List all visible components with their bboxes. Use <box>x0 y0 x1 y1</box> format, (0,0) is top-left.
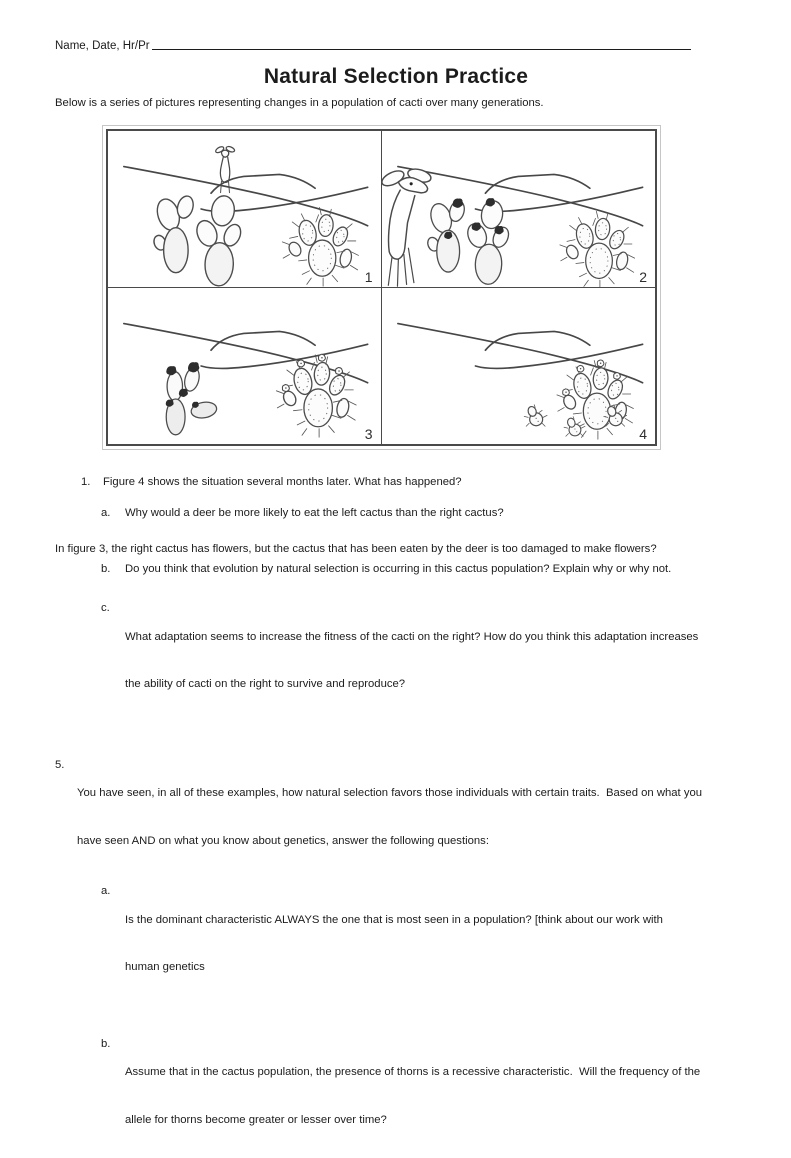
deer-icon <box>382 167 432 287</box>
question-1-text: Figure 4 shows the situation several months later. What has happened? <box>103 476 462 488</box>
question-5b-text-line-1: Assume that in the cactus population, the presence of thorns is a recessive characteristic. Will the frequency of the <box>125 1066 701 1079</box>
question-5a-number: a. <box>101 885 111 898</box>
question-1b-text: Do you think that evolution by natural selection is occurring in this cactus population? Explain why or why not. <box>125 563 672 576</box>
question-1c <box>101 599 737 723</box>
question-5a-text-line-1: Is the dominant characteristic ALWAYS the one that is most seen in a population? [think about our work with <box>125 913 663 926</box>
figure-grid <box>106 129 657 446</box>
panel-number: 2 <box>639 269 647 285</box>
thorny-cactus-icon <box>282 208 358 287</box>
flowering-thorny-cactus-icon <box>556 360 633 439</box>
question-1a-number: a. <box>101 507 111 520</box>
question-1a <box>101 506 737 520</box>
name-date-label: Name, Date, Hr/Pr <box>55 40 150 52</box>
figure-grid-frame <box>102 125 661 450</box>
hills-icon <box>124 324 368 383</box>
question-5b <box>101 1035 737 1158</box>
question-1 <box>81 475 737 489</box>
question-5b-number: b. <box>101 1037 111 1050</box>
baby-cactus-icon <box>524 405 547 427</box>
damaged-cactus-icon <box>166 362 218 435</box>
panel-number: 1 <box>364 269 373 285</box>
figure-panel-3-illustration <box>108 288 381 444</box>
figure-panel-2 <box>382 131 656 288</box>
page-title: Natural Selection Practice <box>263 65 529 88</box>
question-5 <box>55 756 737 880</box>
question-5b-text-line-2: allele for thorns become greater or lesser over time? <box>125 1113 387 1126</box>
flowering-thorny-cactus-icon <box>276 354 356 437</box>
question-5-text-line-2: have seen AND on what you know about genetics, answer the following questions: <box>77 834 489 847</box>
question-5-number: 5. <box>55 758 65 771</box>
figure-panel-1-illustration <box>108 131 381 287</box>
panel-number: 3 <box>364 426 373 442</box>
question-1-number: 1. <box>81 476 91 488</box>
question-1c-text-line-2: the ability of cacti on the right to survive and reproduce? <box>125 678 406 691</box>
smooth-cactus-icon <box>152 194 244 286</box>
figure-panel-2-illustration <box>382 131 656 287</box>
figure-panel-4-illustration <box>382 288 656 444</box>
name-blank-line <box>152 47 691 50</box>
panel-number: 4 <box>639 426 647 442</box>
question-1b <box>101 562 737 576</box>
figure-3-note: In figure 3, the right cactus has flowers, but the cactus that has been eaten by the deer is too damaged to make flowers? <box>55 543 657 556</box>
question-1a-text: Why would a deer be more likely to eat the left cactus than the right cactus? <box>125 507 504 520</box>
question-5a <box>101 882 737 1006</box>
thorny-cactus-icon <box>559 211 634 287</box>
name-date-row <box>55 40 691 52</box>
figure-panel-1 <box>108 131 382 288</box>
baby-cactus-icon <box>564 416 585 436</box>
question-1c-text-line-1: What adaptation seems to increase the fitness of the cacti on the right? How do you think this adaptation increases <box>125 630 699 643</box>
intro-text: Below is a series of pictures representing changes in a population of cacti over many generations. <box>55 97 544 109</box>
question-5-text-line-1: You have seen, in all of these examples, how natural selection favors those individuals with certain traits. Based on what you <box>77 787 703 800</box>
figure-panel-4 <box>382 288 656 444</box>
bitten-cactus-icon <box>425 198 511 285</box>
question-1c-number: c. <box>101 602 110 615</box>
figure-panel-3 <box>108 288 382 444</box>
question-5a-text-line-2: human genetics <box>125 961 205 974</box>
question-1b-number: b. <box>101 563 111 576</box>
